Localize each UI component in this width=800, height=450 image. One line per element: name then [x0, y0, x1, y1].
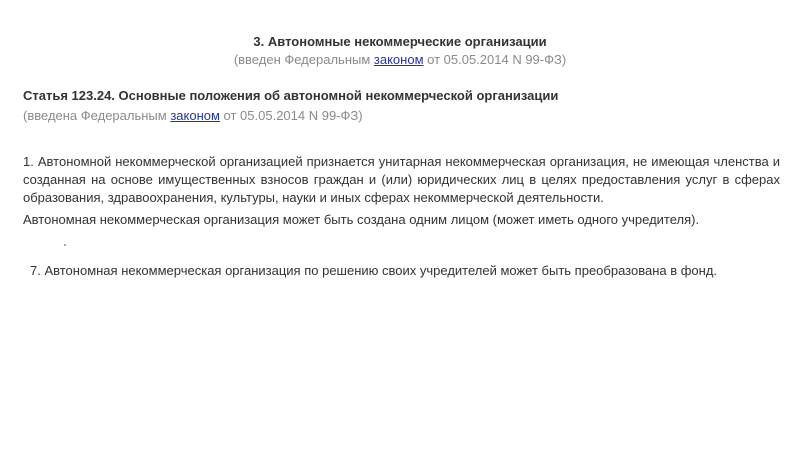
- paragraph-1: 1. Автономной некоммерческой организацией признается унитарная некоммерческая организация, не имеющая членства и созданная на основе имущественных взносов граждан и (или) юридических лиц в целях предоставления услуг в сферах образования, здравоохранения, культуры, науки и иных сферах некоммерческой деятельности.: [23, 154, 780, 205]
- article-title: Статья 123.24. Основные положения об автономной некоммерческой организации: [23, 88, 559, 103]
- stray-dot: [64, 244, 66, 246]
- section-amendment-note: [0, 52, 800, 68]
- section-note-prefix: (введен Федеральным: [233, 52, 374, 67]
- section-title: 3. Автономные некоммерческие организации: [253, 34, 547, 49]
- article-note-prefix: (введена Федеральным: [23, 108, 171, 123]
- article-amendment-note: [23, 108, 363, 124]
- paragraph-1-continuation: Автономная некоммерческая организация может быть создана одним лицом (может иметь одного учредителя).: [23, 212, 700, 227]
- section-note-suffix: от 05.05.2014 N 99-ФЗ): [423, 52, 567, 67]
- article-law-link[interactable]: законом: [170, 108, 220, 123]
- article-note-suffix: от 05.05.2014 N 99-ФЗ): [219, 108, 363, 123]
- section-law-link[interactable]: законом: [373, 52, 424, 67]
- paragraph-7: 7. Автономная некоммерческая организация по решению своих учредителей может быть преобразована в фонд.: [30, 263, 718, 278]
